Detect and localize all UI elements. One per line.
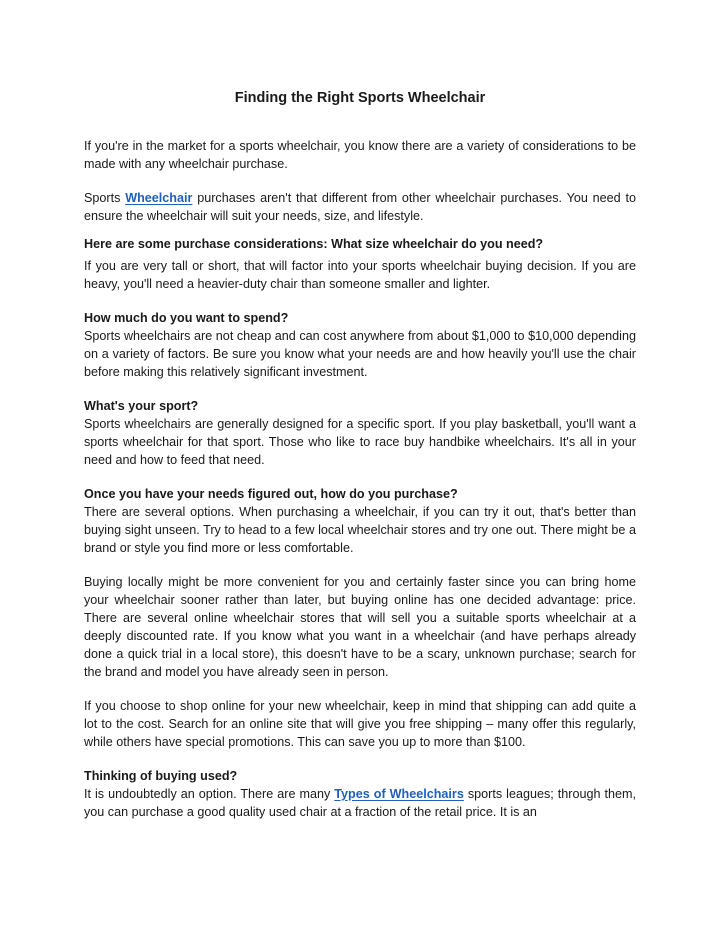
sport-heading: What's your sport?	[84, 399, 199, 413]
purchase-body: There are several options. When purchasing a wheelchair, if you can try it out, that's better than buying sight unseen. Try to head to a few local wheelchair stores and try one out. There might be a brand or style you find more or less comfortable.	[84, 505, 636, 555]
intro-paragraph: If you're in the market for a sports wheelchair, you know there are a variety of considerations to be made with any wheelchair purchase.	[84, 139, 636, 171]
shop-online-paragraph: If you choose to shop online for your new wheelchair, keep in mind that shipping can add quite a lot to the cost. Search for an online site that will give you free shipping – many offer this regularly, while others have special promotions. This can save you up to more than $100.	[84, 699, 636, 749]
wheelchair-link[interactable]: Wheelchair	[125, 191, 193, 205]
sports-wheelchair-paragraph	[84, 189, 636, 225]
types-of-wheelchairs-link[interactable]: Types of Wheelchairs	[334, 787, 464, 801]
used-text-before: It is undoubtedly an option. There are many	[84, 787, 335, 801]
paragraph-text-before: Sports	[84, 191, 126, 205]
paragraph-text-after: purchases aren't that different from other wheelchair purchases. You need to ensure the wheelchair will suit your needs, size, and lifestyle.	[84, 191, 636, 223]
used-body	[84, 785, 636, 821]
sport-body: Sports wheelchairs are generally designed for a specific sport. If you play basketball, you'll want a sports wheelchair for that sport. Those who like to race buy handbike wheelchairs. It's all in your need and how to feed that need.	[84, 417, 636, 467]
page-title: Finding the Right Sports Wheelchair	[234, 90, 486, 106]
used-text-after: sports leagues; through them, you can purchase a good quality used chair at a fraction of the retail price. It is an	[84, 787, 636, 819]
used-heading: Thinking of buying used?	[84, 769, 238, 783]
spend-heading: How much do you want to spend?	[84, 311, 289, 325]
document-page	[84, 88, 636, 821]
buying-locally-paragraph: Buying locally might be more convenient for you and certainly faster since you can bring home your wheelchair sooner rather than later, but buying online has one decided advantage: price. There are several online wheelchair stores that will sell you a suitable sports wheelchair at a deeply discounted rate. If you know what you want in a wheelchair (and have perhaps already done a quick trial in a local store), this doesn't have to be a scary, unknown purchase; search for the brand and model you have already seen in person.	[84, 575, 636, 679]
spend-body: Sports wheelchairs are not cheap and can cost anywhere from about $1,000 to $10,000 depending on a variety of factors. Be sure you know what your needs are and how heavily you'll use the chair before making this relatively significant investment.	[84, 329, 636, 379]
purchase-heading: Once you have your needs figured out, how do you purchase?	[84, 487, 458, 501]
size-body: If you are very tall or short, that will factor into your sports wheelchair buying decision. If you are heavy, you'll need a heavier-duty chair than someone smaller and lighter.	[84, 259, 636, 291]
size-heading: Here are some purchase considerations: What size wheelchair do you need?	[84, 237, 544, 251]
